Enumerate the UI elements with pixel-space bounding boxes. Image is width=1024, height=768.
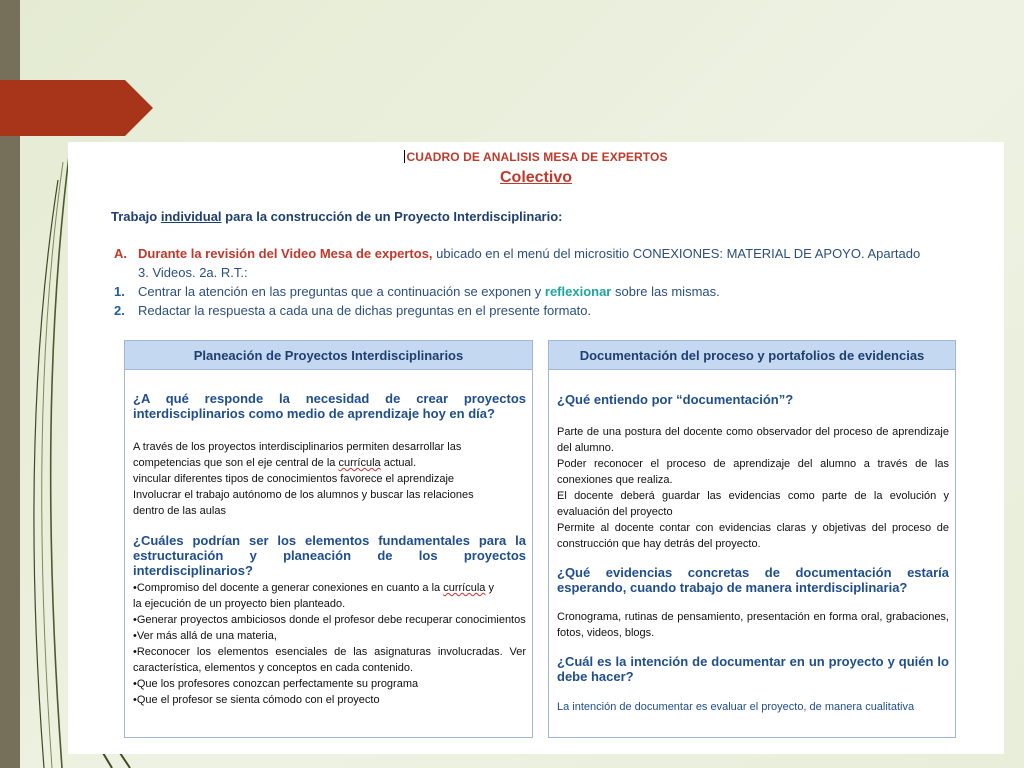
answer-text: actual. — [380, 457, 417, 469]
document-subtitle: Colectivo — [499, 169, 572, 186]
documentation-question-2: ¿Qué evidencias concretas de documentación estaría esperando, cuando trabajo de manera interdisciplinaria? — [557, 565, 949, 595]
planning-answer-1-line: A través de los proyectos interdisciplinarios permiten desarrollar las — [133, 441, 462, 453]
documentation-answer-1 — [557, 424, 949, 552]
document-title-text: CUADRO DE ANALISIS MESA DE EXPERTOS — [406, 150, 668, 164]
documentation-column — [548, 340, 956, 738]
instruction-1-after: sobre las mismas. — [611, 284, 720, 299]
misspelled-word: currícula — [443, 582, 486, 594]
document-title — [68, 150, 1004, 164]
planning-answer-2-item: •Que el profesor se sienta cómodo con el proyecto — [133, 694, 380, 706]
planning-column — [124, 340, 533, 738]
instruction-a-bold: Durante la revisión del Video Mesa de expertos, — [138, 246, 433, 261]
answer-text: competencias que son el eje central de la — [133, 457, 339, 469]
intro-before: Trabajo — [111, 209, 161, 224]
instruction-a-rest: ubicado en el menú del micrositio CONEXIONES: MATERIAL DE APOYO. Apartado — [432, 246, 921, 261]
planning-answer-2-item: la ejecución de un proyecto bien planteado. — [133, 598, 346, 610]
documentation-answer-3: La intención de documentar es evaluar el proyecto, de manera cualitativa — [557, 701, 915, 713]
planning-question-1: ¿A qué responde la necesidad de crear proyectos interdisciplinarios como medio de aprendizaje hoy en día? — [133, 391, 526, 421]
instruction-1-highlight: reflexionar — [544, 284, 612, 299]
documentation-question-1: ¿Qué entiendo por “documentación”? — [557, 392, 794, 407]
instruction-a-line2: 3. Videos. 2a. R.T.: — [138, 265, 248, 280]
documentation-answer-1-item: Permite al docente contar con evidencias claras y objetivas del proceso de construcción que hay detrás del proyecto. — [557, 522, 949, 550]
planning-answer-1-line — [133, 455, 526, 471]
intro-heading — [111, 209, 563, 224]
intro-underlined: individual — [160, 209, 222, 224]
documentation-answer-1-item: Poder reconocer el proceso de aprendizaje del alumno a través de las conexiones que realiza. — [557, 458, 949, 486]
planning-answer-2-item: •Ver más allá de una materia, — [133, 630, 277, 642]
answer-text: y — [485, 582, 494, 594]
planning-column-header: Planeación de Proyectos Interdisciplinarios — [125, 341, 532, 370]
documentation-answer-1-item: El docente deberá guardar las evidencias como parte de la evolución y evaluación del proyecto — [557, 490, 949, 518]
instruction-2 — [114, 303, 591, 318]
documentation-answer-2: Cronograma, rutinas de pensamiento, presentación en forma oral, grabaciones, fotos, videos, blogs. — [557, 611, 949, 639]
instruction-2-marker: 2. — [114, 303, 125, 318]
planning-answer-1-line: Involucrar el trabajo autónomo de los alumnos y buscar las relaciones — [133, 489, 474, 501]
instruction-a — [114, 246, 920, 261]
planning-answer-1 — [133, 439, 526, 519]
instruction-a-marker: A. — [114, 246, 127, 261]
planning-answer-2-item: •Generar proyectos ambiciosos donde el profesor debe recuperar conocimientos — [133, 614, 526, 626]
misspelled-word: currícula — [338, 457, 381, 469]
planning-answer-2 — [133, 580, 526, 708]
planning-answer-1-line: dentro de las aulas — [133, 505, 226, 517]
planning-answer-2-item — [133, 580, 526, 596]
planning-answer-2-item: •Que los profesores conozcan perfectamente su programa — [133, 678, 419, 690]
intro-after: para la construcción de un Proyecto Interdisciplinario: — [221, 209, 563, 224]
title-arrow-shape — [0, 80, 153, 136]
planning-question-2: ¿Cuáles podrían ser los elementos fundamentales para la estructuración y planeación de los proyectos interdisciplinarios? — [133, 533, 526, 578]
documentation-answer-1-item: Parte de una postura del docente como observador del proceso de aprendizaje del alumno. — [557, 426, 949, 454]
documentation-question-3: ¿Cuál es la intención de documentar en un proyecto y quién lo debe hacer? — [557, 654, 949, 684]
planning-answer-1-line: vincular diferentes tipos de conocimientos favorece el aprendizaje — [133, 473, 455, 485]
document-screenshot — [68, 142, 1004, 754]
instruction-1-before: Centrar la atención en las preguntas que a continuación se exponen y — [138, 284, 545, 299]
planning-answer-2-item: •Reconocer los elementos esenciales de las asignaturas involucradas. Ver característica, elementos y conceptos en cada contenido. — [133, 646, 526, 674]
instruction-1-marker: 1. — [114, 284, 125, 299]
answer-text: •Compromiso del docente a generar conexiones en cuanto a la — [133, 582, 444, 594]
documentation-column-header: Documentación del proceso y portafolios de evidencias — [549, 341, 955, 370]
instruction-1 — [114, 284, 720, 299]
instruction-2-text: Redactar la respuesta a cada una de dichas preguntas en el presente formato. — [138, 303, 592, 318]
